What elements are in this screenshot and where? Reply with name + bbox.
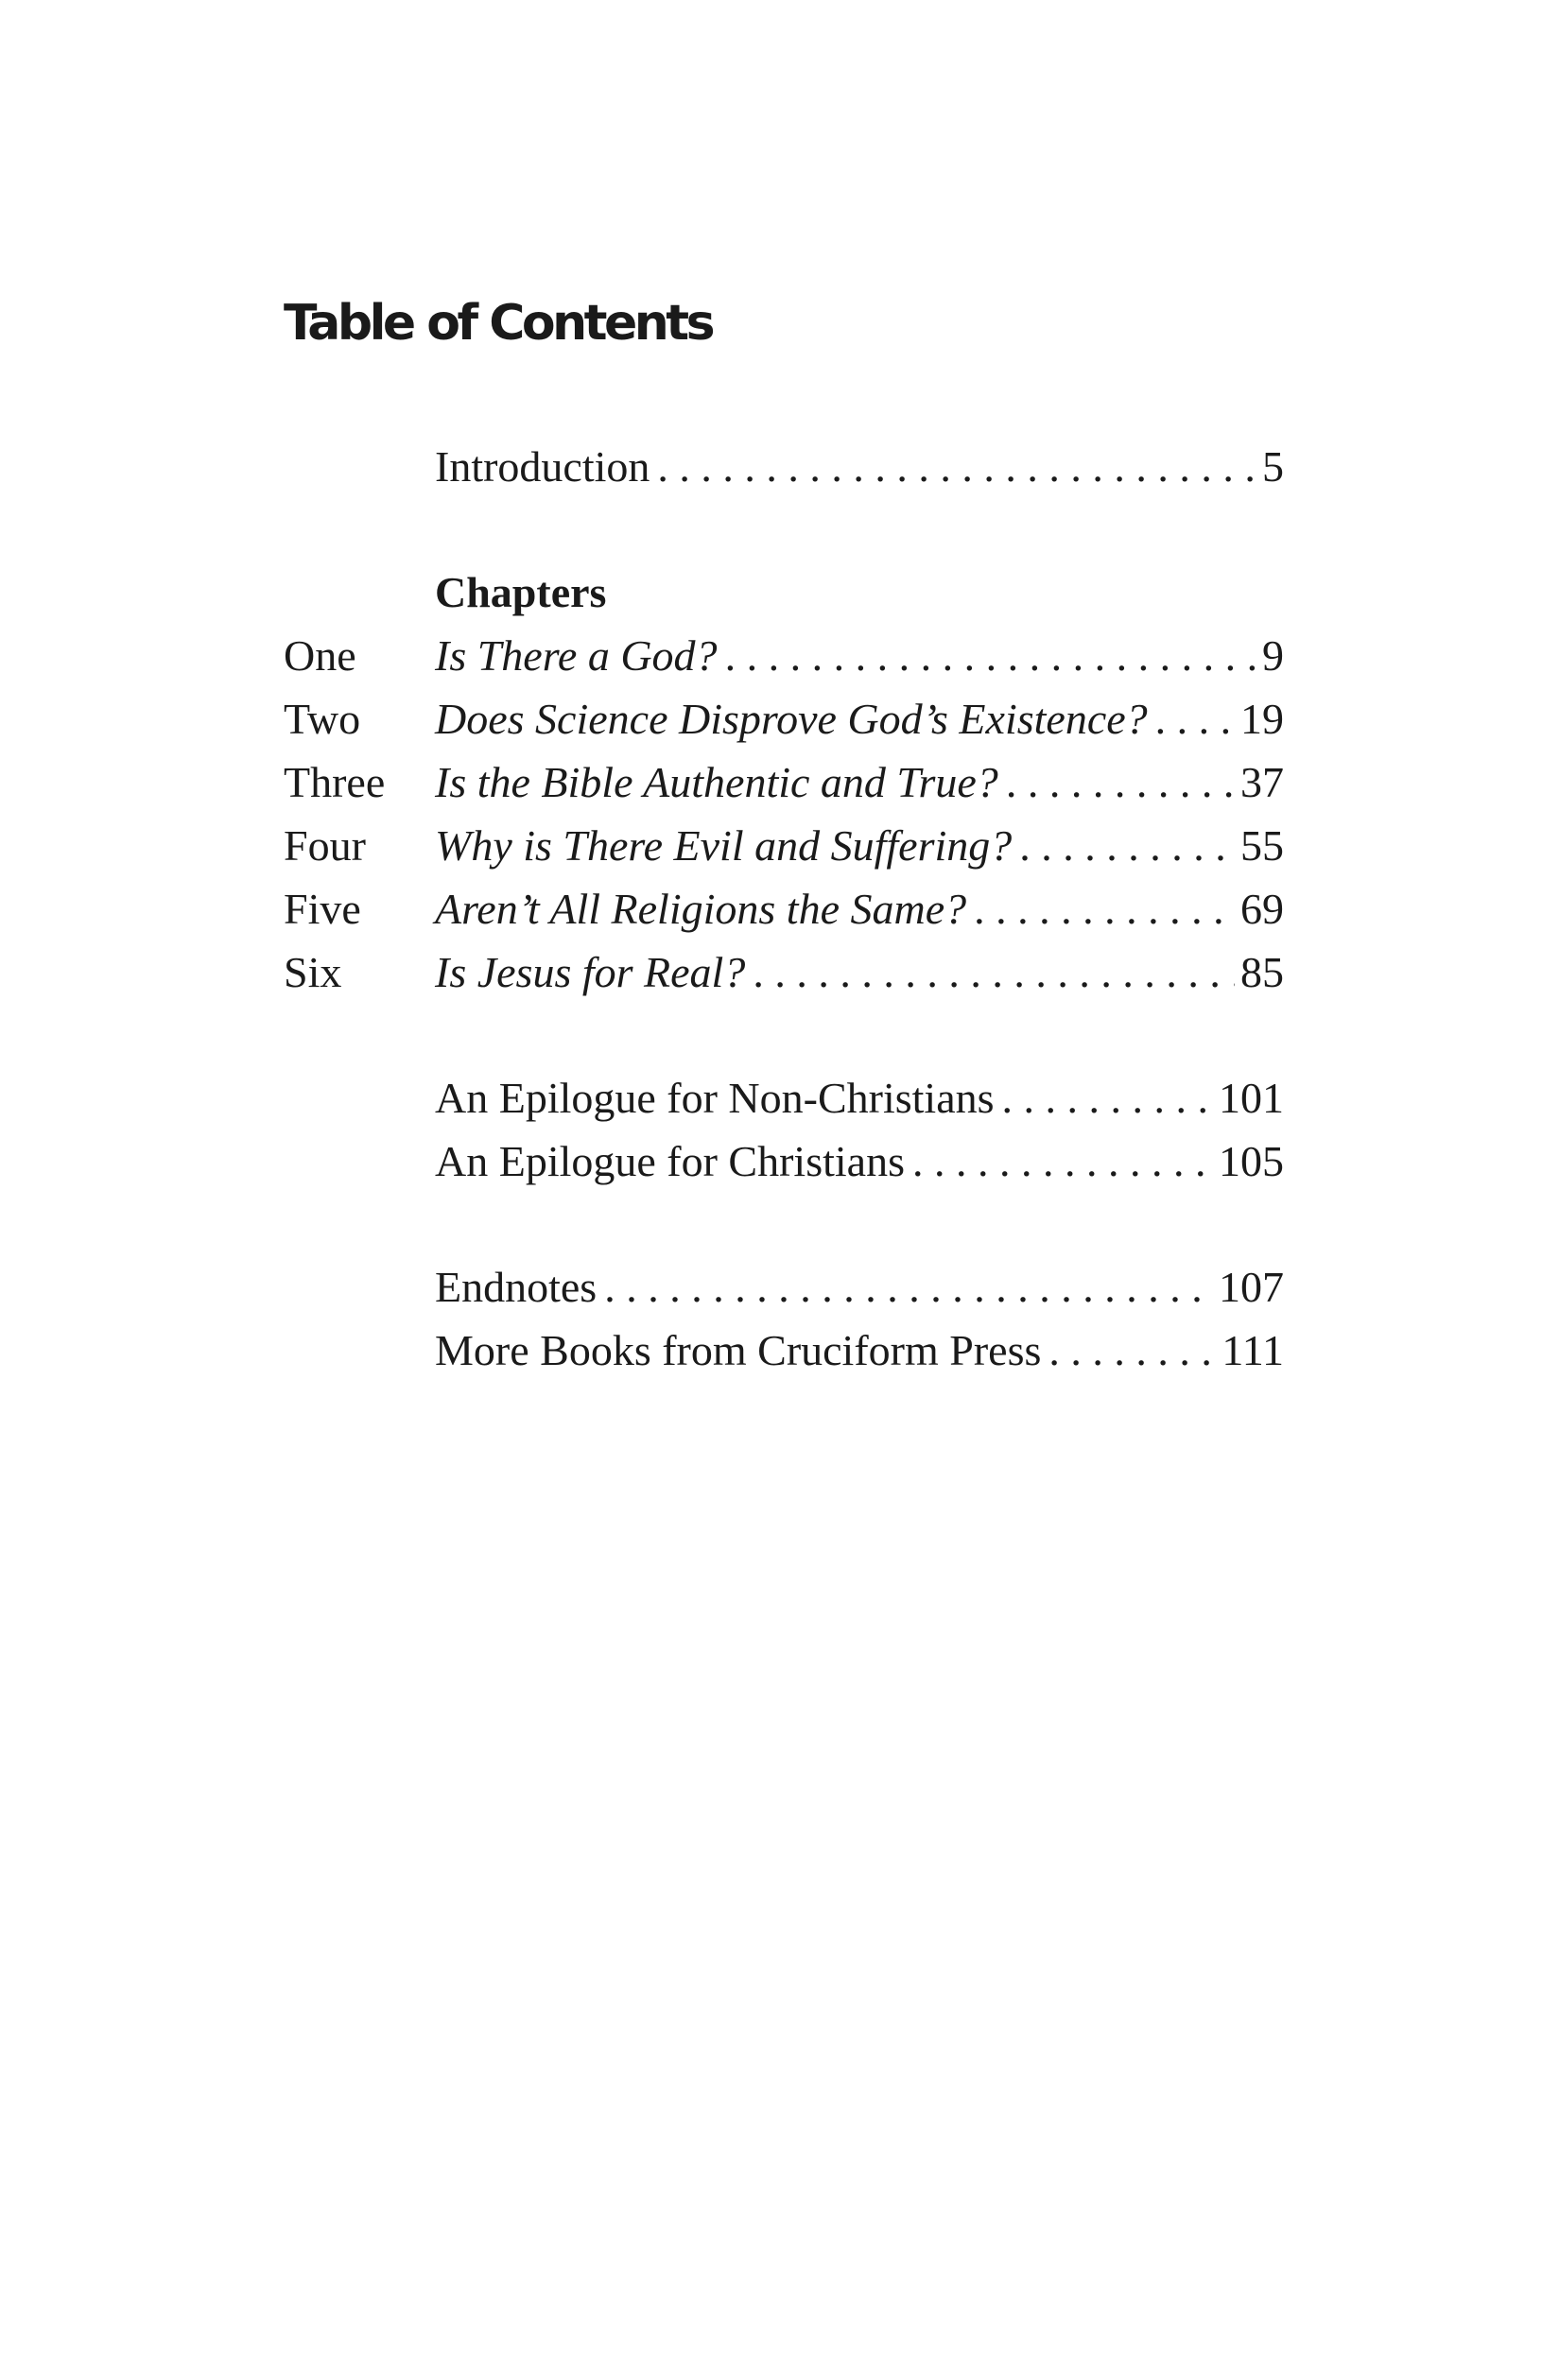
- dot-leader: [604, 1255, 1213, 1319]
- dot-leader: [753, 940, 1235, 1004]
- toc-entry-page: 19: [1240, 695, 1284, 743]
- toc-entry-title: More Books from Cruciform Press: [435, 1326, 1042, 1374]
- toc-entry-page: 9: [1262, 631, 1284, 680]
- toc-entry-page: 101: [1219, 1074, 1284, 1122]
- chapter-number: Four: [284, 821, 366, 870]
- toc-entry-title: Aren’t All Religions the Same?: [435, 885, 967, 933]
- toc-entry-more-books[interactable]: [435, 1319, 1284, 1382]
- toc-entry-title: Does Science Disprove God’s Existence?: [435, 695, 1148, 743]
- page-title: Table of Contents: [284, 295, 713, 352]
- toc-entry-chapter-six[interactable]: [284, 940, 1284, 1004]
- toc-entry-title: Introduction: [435, 442, 650, 491]
- chapter-number: Two: [284, 695, 361, 743]
- dot-leader: [974, 877, 1235, 940]
- toc-entry-page: 55: [1240, 821, 1284, 870]
- toc-entry-chapter-four[interactable]: [284, 814, 1284, 877]
- toc-entry-chapter-one[interactable]: [284, 624, 1284, 687]
- toc-entry-page: 105: [1219, 1137, 1284, 1185]
- toc-entry-title: Endnotes: [435, 1263, 598, 1311]
- toc-entry-epilogue-christians[interactable]: [435, 1130, 1284, 1193]
- toc-entry-page: 5: [1262, 442, 1284, 491]
- toc-entry-chapter-two[interactable]: [284, 687, 1284, 750]
- toc-entry-title: An Epilogue for Non-Christians: [435, 1074, 995, 1122]
- dot-leader: [912, 1130, 1213, 1193]
- toc-entry-endnotes[interactable]: [435, 1255, 1284, 1319]
- toc-entry-page: 111: [1221, 1326, 1284, 1374]
- table-of-contents: [284, 435, 1284, 1382]
- chapter-number: One: [284, 631, 356, 680]
- dot-leader: [1019, 814, 1235, 877]
- dot-leader: [1048, 1319, 1216, 1382]
- toc-entry-chapter-five[interactable]: [284, 877, 1284, 940]
- dot-leader: [1006, 750, 1235, 814]
- toc-entry-page: 69: [1240, 885, 1284, 933]
- toc-entry-introduction[interactable]: [435, 435, 1284, 498]
- chapters-heading: Chapters: [435, 568, 607, 616]
- toc-entry-title: Is Jesus for Real?: [435, 948, 746, 996]
- toc-entry-title: Is the Bible Authentic and True?: [435, 758, 998, 806]
- toc-entry-epilogue-non-christians[interactable]: [435, 1066, 1284, 1130]
- chapter-number: Six: [284, 948, 342, 996]
- dot-leader: [1155, 687, 1235, 750]
- toc-entry-page: 107: [1219, 1263, 1284, 1311]
- toc-entry-title: Why is There Evil and Suffering?: [435, 821, 1013, 870]
- toc-entry-title: An Epilogue for Christians: [435, 1137, 905, 1185]
- toc-entry-page: 37: [1240, 758, 1284, 806]
- dot-leader: [725, 624, 1256, 687]
- toc-entry-chapter-three[interactable]: [284, 750, 1284, 814]
- dot-leader: [1002, 1066, 1213, 1130]
- chapters-heading-row: [435, 561, 1284, 624]
- chapter-number: Five: [284, 885, 361, 933]
- chapter-number: Three: [284, 758, 386, 806]
- toc-entry-title: Is There a God?: [435, 631, 718, 680]
- toc-entry-page: 85: [1240, 948, 1284, 996]
- dot-leader: [657, 435, 1256, 498]
